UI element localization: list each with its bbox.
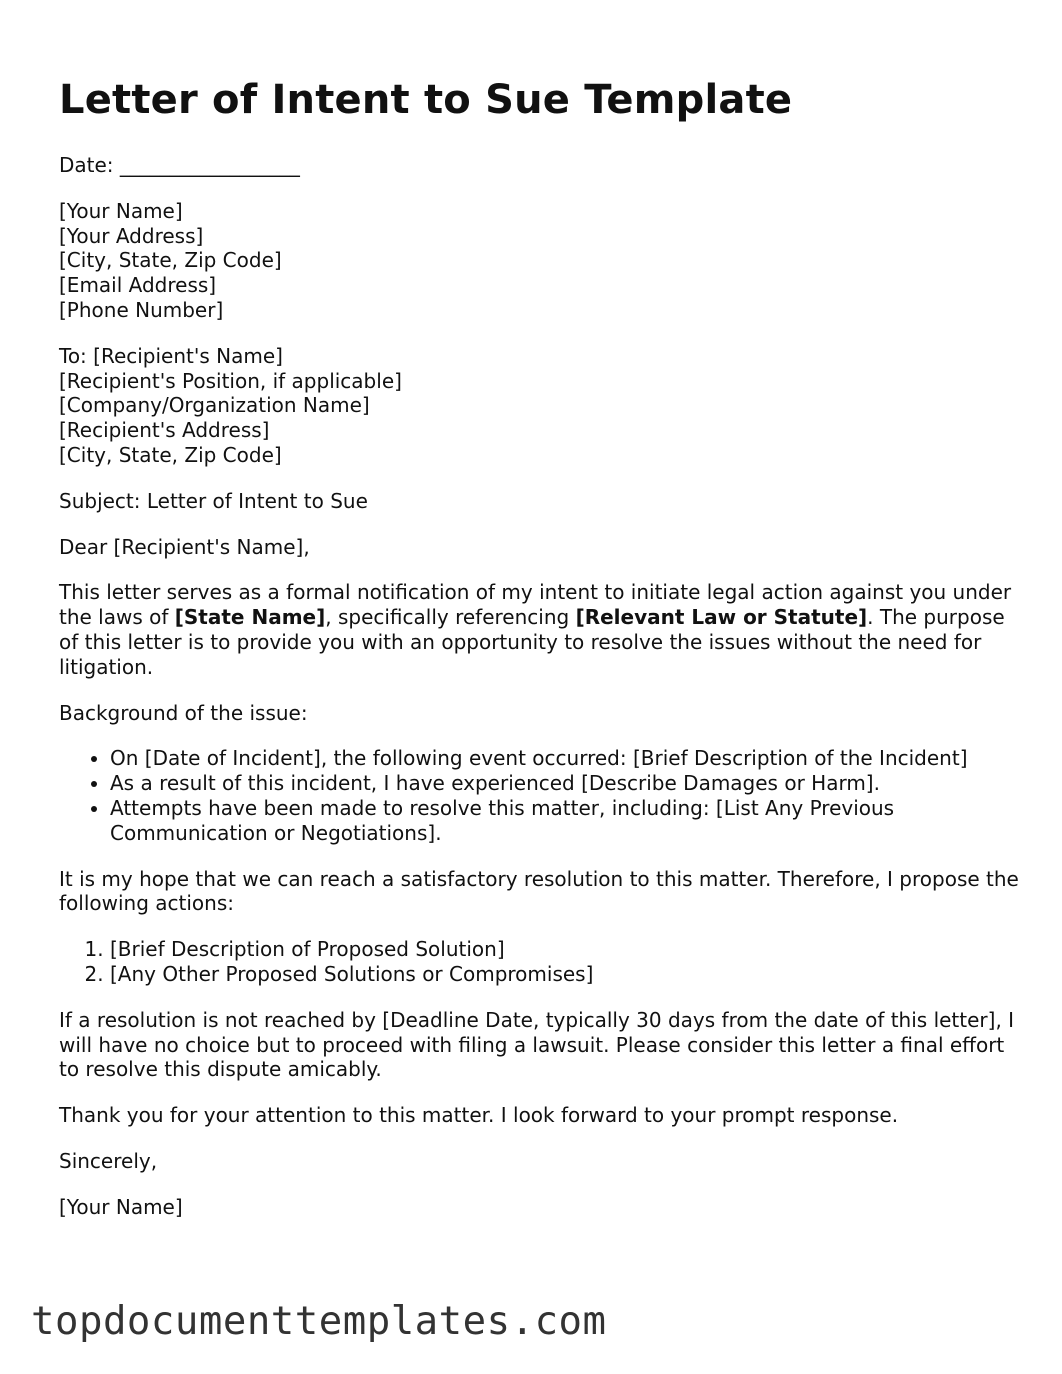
intro-text-2: , specifically referencing — [325, 605, 576, 630]
sender-city: [City, State, Zip Code] — [59, 248, 282, 273]
salutation: Dear [Recipient's Name], — [59, 534, 310, 559]
list-item: • On [Date of Incident], the following event occurred: [Brief Description of the Incident] — [110, 746, 1019, 771]
watermark: topdocumenttemplates.com — [31, 1299, 607, 1344]
intro-paragraph — [59, 580, 1019, 679]
recipient-name: To: [Recipient's Name] — [59, 343, 283, 368]
signature: [Your Name] — [59, 1194, 183, 1219]
intro-text-1: This letter serves as a formal notification of my intent to initiate legal action against you under the laws of — [59, 580, 1012, 630]
thanks-paragraph: Thank you for your attention to this matter. I look forward to your prompt response. — [59, 1103, 899, 1128]
page-title: Letter of Intent to Sue Template — [59, 77, 793, 123]
sender-address: [Your Address] — [59, 223, 204, 248]
intro-text-3: . The purpose of this letter is to provide you with an opportunity to resolve the issues without the need for litigation. — [59, 605, 1005, 679]
list-item: • As a result of this incident, I have experienced [Describe Damages or Harm]. — [110, 771, 1019, 796]
date-line: Date: __________________ — [59, 153, 300, 177]
subject-line: Subject: Letter of Intent to Sue — [59, 488, 368, 513]
deadline-paragraph: If a resolution is not reached by [Deadline Date, typically 30 days from the date of this letter], I will have no choice but to proceed with filing a lawsuit. Please consider this letter a final effort to resolve this dispute amicably. — [59, 1007, 1015, 1082]
background-heading: Background of the issue: — [59, 700, 308, 725]
sender-block — [59, 199, 1019, 323]
recipient-block — [59, 344, 1019, 468]
recipient-company: [Company/Organization Name] — [59, 393, 370, 418]
proposed-actions-list — [59, 937, 1019, 987]
sender-email: [Email Address] — [59, 273, 217, 298]
recipient-city: [City, State, Zip Code] — [59, 442, 282, 467]
closing: Sincerely, — [59, 1148, 158, 1173]
sender-phone: [Phone Number] — [59, 297, 224, 322]
law-placeholder: [Relevant Law or Statute] — [575, 605, 868, 630]
list-item: • Attempts have been made to resolve this matter, including: [List Any Previous Communication or Negotiations]. — [110, 796, 1019, 846]
background-list — [59, 746, 1019, 845]
state-name-placeholder: [State Name] — [174, 605, 326, 630]
recipient-address: [Recipient's Address] — [59, 418, 270, 443]
sender-name: [Your Name] — [59, 198, 183, 223]
hope-paragraph: It is my hope that we can reach a satisfactory resolution to this matter. Therefore, I propose the following actions: — [59, 866, 1019, 916]
list-item: 2. [Any Other Proposed Solutions or Compromises] — [110, 962, 1019, 987]
letter-document — [59, 76, 1019, 1241]
recipient-position: [Recipient's Position, if applicable] — [59, 368, 402, 393]
list-item: 1. [Brief Description of Proposed Solution] — [110, 937, 1019, 962]
